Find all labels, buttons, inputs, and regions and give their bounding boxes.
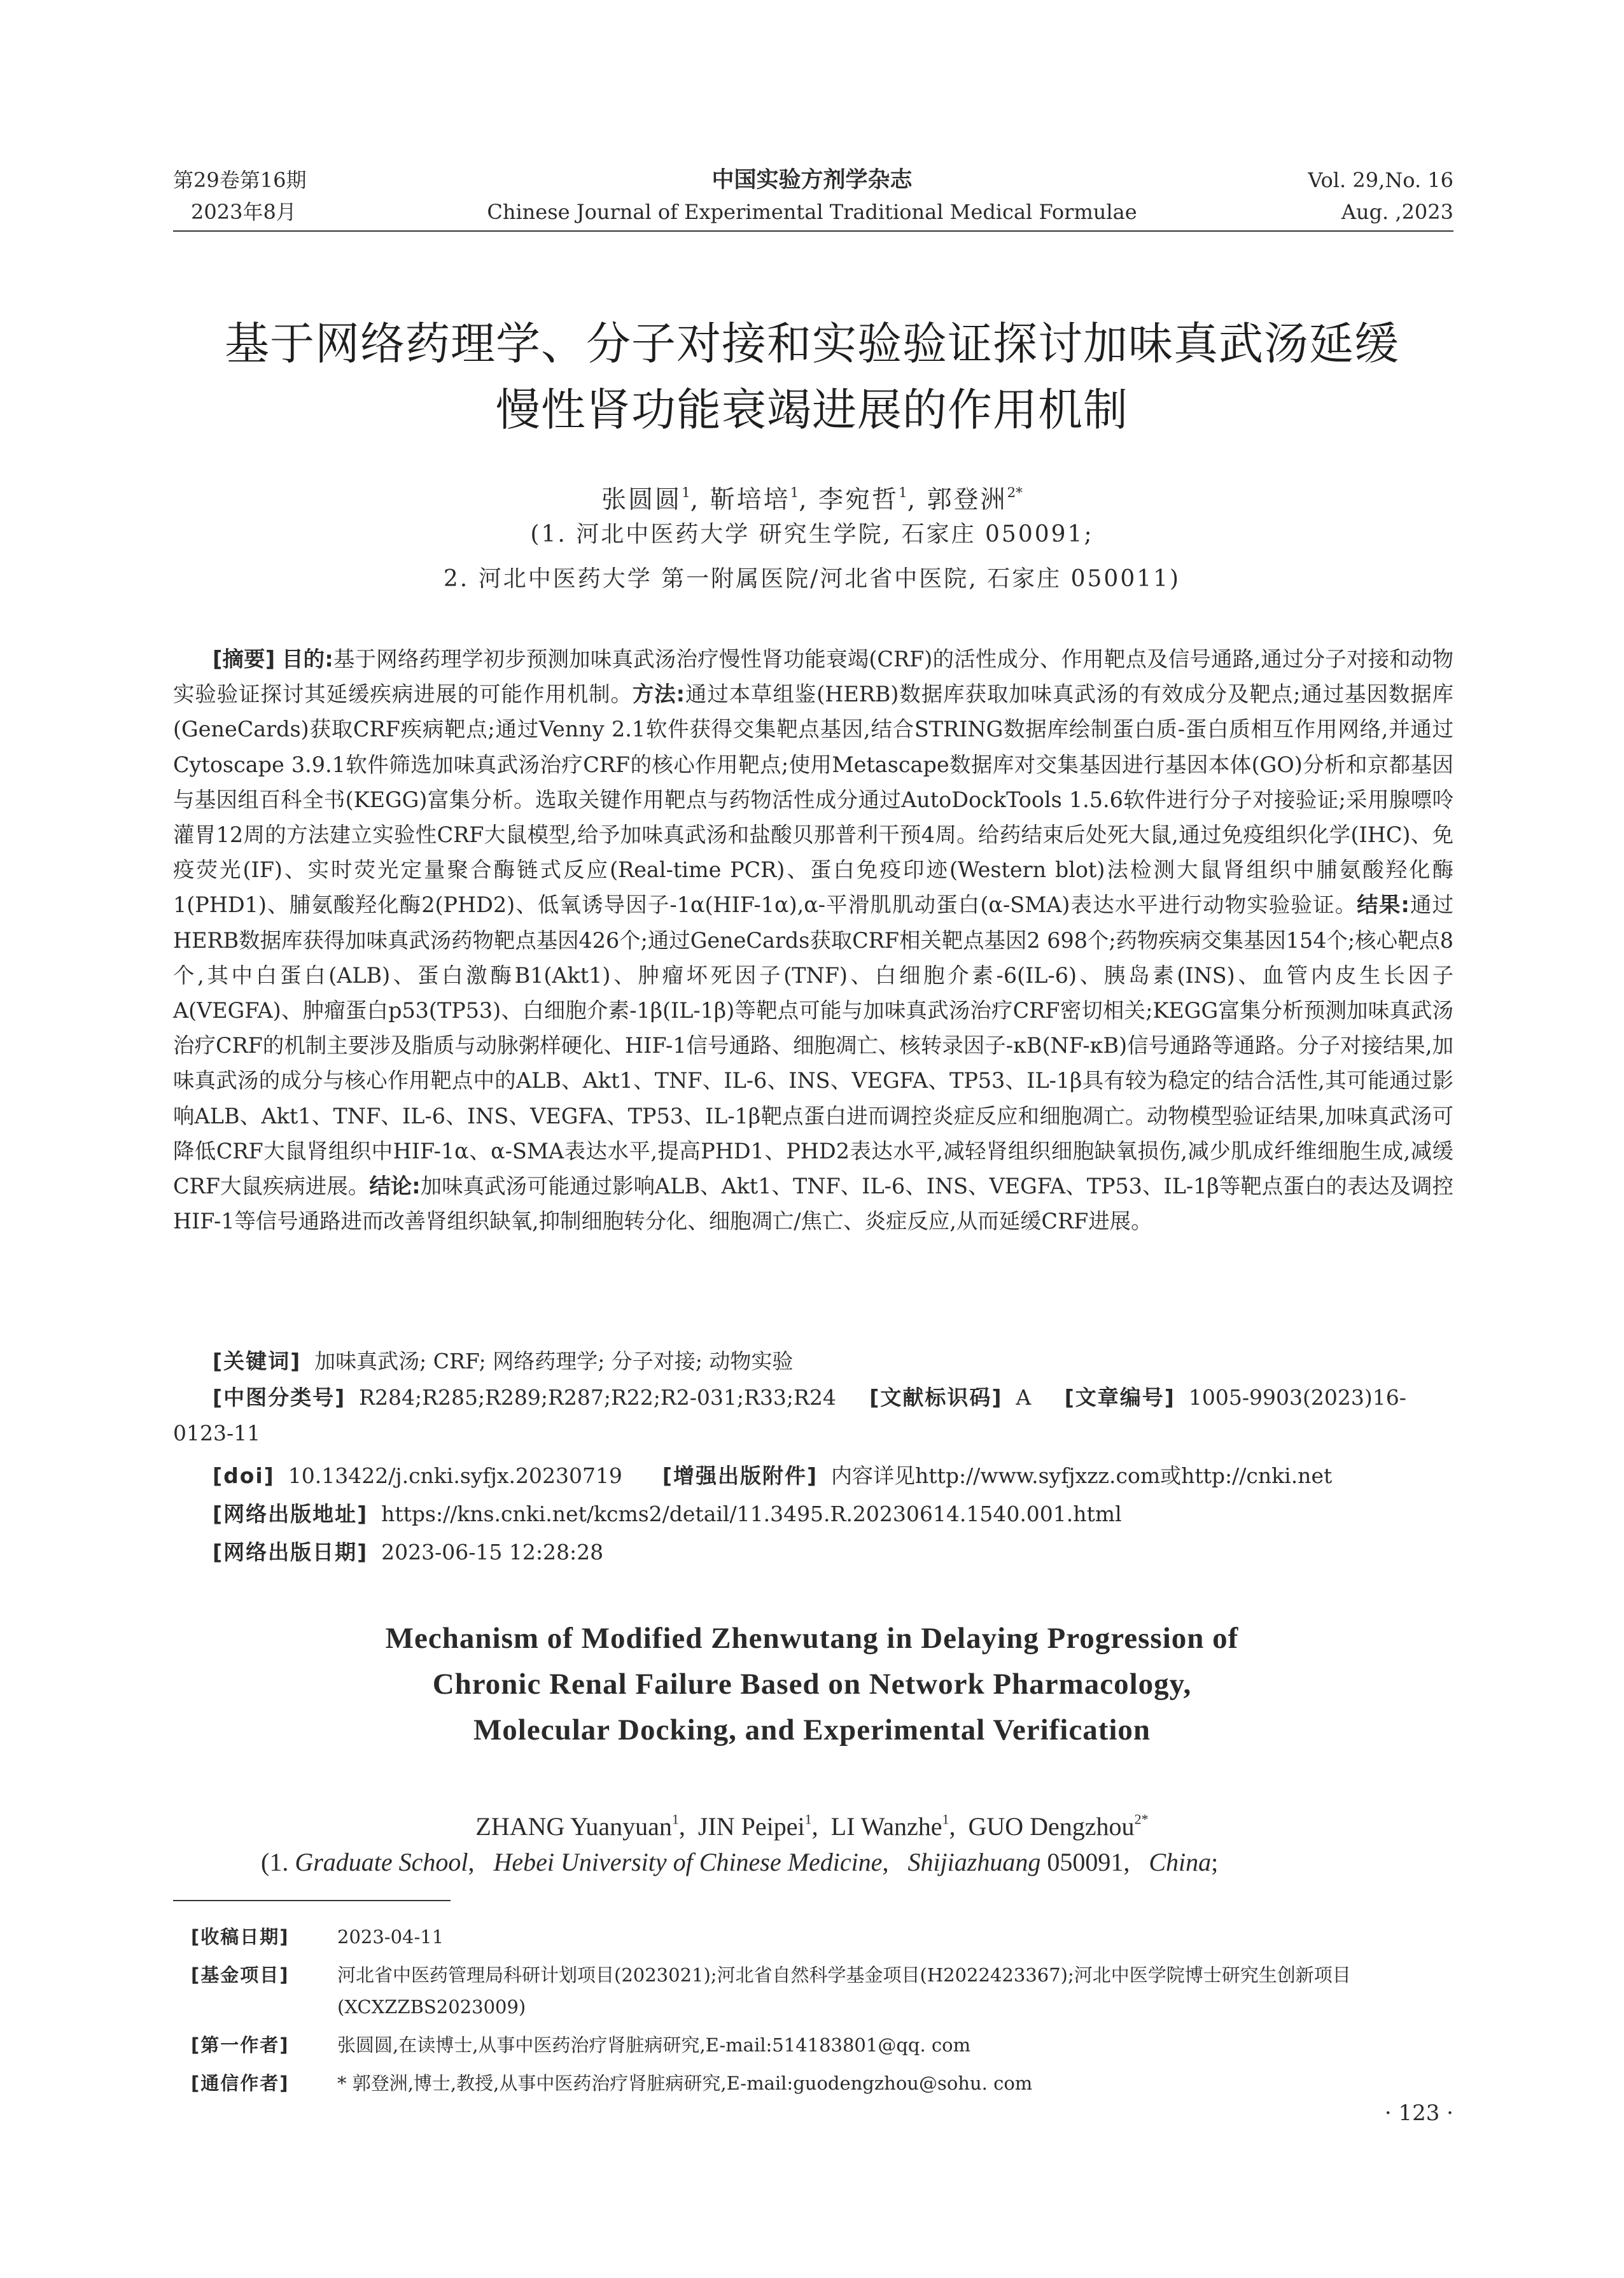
keywords-text: 加味真武汤; CRF; 网络药理学; 分子对接; 动物实验 (314, 1349, 794, 1374)
received-label: [收稿日期] (191, 1926, 290, 1948)
title-cn-line2: 慢性肾功能衰竭进展的作用机制 (496, 384, 1128, 436)
online-date-line (173, 1534, 1453, 1571)
online-url-line (173, 1496, 1453, 1533)
doi-label: [doi] (213, 1463, 275, 1488)
corresponding-text: * 郭登洲,博士,教授,从事中医药治疗肾脏病研究,E-mail:guodengzhou@sohu. com (337, 2072, 1033, 2094)
doi-link[interactable]: 10.13422/j.cnki.syfjx.20230719 (288, 1463, 622, 1488)
enhanced-link[interactable]: 内容详见http://www.syfjxzz.com或http://cnki.net (831, 1463, 1333, 1488)
online-date-value: 2023-06-15 12:28:28 (381, 1540, 604, 1564)
corresponding-label: [通信作者] (191, 2072, 290, 2094)
author-en: LI Wanzhe$^1$ (830, 1811, 949, 1841)
title-cn-line1: 基于网络药理学、分子对接和实验验证探讨加味真武汤延缓 (225, 318, 1399, 370)
footnote-funding (191, 1959, 1457, 2023)
methods-text: 通过本草组鉴(HERB)数据库获取加味真武汤的有效成分及靶点;通过基因数据库(GeneCards)获取CRF疾病靶点;通过Venny 2.1软件获得交集靶点基因,结合STRING数据库绘制蛋白质-蛋白质相互作用网络,并通过Cytoscape 3.9.1软件筛选加味真武汤治疗CRF的核心作用靶点;使用Metascape数据库对交集基因进行基因本体(GO)分析和京都基因与基因组百科全书(KEGG)富集分析。选取关键作用靶点与药物活性成分通过AutoDockTools 1.5.6软件进行分子对接验证;采用腺嘌呤灌胃12周的方法建立实验性CRF大鼠模型,给予加味真武汤和盐酸贝那普利干预4周。给药结束后处死大鼠,通过免疫组织化学(IHC)、免疫荧光(IF)、实时荧光定量聚合酶链式反应(Real-time PCR)、蛋白免疫印迹(Western blot)法检测大鼠肾组织中脯氨酸羟化酶1(PHD1)、脯氨酸羟化酶2(PHD2)、低氧诱导因子-1α(HIF-1α),α-平滑肌肌动蛋白(α-SMA)表达水平进行动物实验验证。 (173, 682, 1453, 918)
funding-text: 河北省中医药管理局科研计划项目(2023021);河北省自然科学基金项目(H2022423367);河北中医学院博士研究生创新项目(XCXZZBS2023009) (337, 1964, 1351, 2018)
affiliation-en: (1. Graduate School, Hebei University of Chinese Medicine, Shijiazhuang 050091, China; (261, 1848, 1219, 1876)
online-url-label: [网络出版地址] (213, 1501, 368, 1526)
footnote-received (191, 1921, 1457, 1953)
affiliation-cn-1: (1. 河北中医药大学 研究生学院, 石家庄 050091; (530, 521, 1094, 547)
author-cn: 郭登洲$^{2*}$ (927, 485, 1023, 515)
online-url-link[interactable]: https://kns.cnki.net/kcms2/detail/11.3495.R.20230614.1540.001.html (381, 1501, 1122, 1526)
header-divider (173, 230, 1453, 232)
objective-text: 基于网络药理学初步预测加味真武汤治疗慢性肾功能衰竭(CRF)的活性成分、作用靶点及信号通路,通过分子对接和动物实验验证探讨其延缓疾病进展的可能作用机制。 (173, 647, 1453, 707)
author-cn: 张圆圆$^1$ (601, 485, 690, 515)
author-list-cn: 张圆圆$^1$, 靳培培$^1$, 李宛哲$^1$, 郭登洲$^{2*}$ (601, 485, 1023, 515)
abstract-label: [摘要] (213, 647, 276, 671)
clc-value: R284;R285;R289;R287;R22;R2-031;R33;R24 (359, 1385, 836, 1410)
methods-label: 方法: (632, 682, 685, 707)
conclusion-text: 加味真武汤可能通过影响ALB、Akt1、TNF、IL-6、INS、VEGFA、TP53、IL-1β等靶点蛋白的表达及调控HIF-1等信号通路进而改善肾组织缺氧,抑制细胞转分化、细胞凋亡/焦亡、炎症反应,从而延缓CRF进展。 (173, 1174, 1453, 1234)
author-cn: 李宛哲$^1$ (818, 485, 907, 515)
title-en-line1: Mechanism of Modified Zhenwutang in Delaying Progression of (385, 1622, 1239, 1655)
doc-code-label: [文献标识码] (869, 1385, 1003, 1410)
enhanced-label: [增强出版附件] (662, 1463, 818, 1488)
footnote-divider (173, 1900, 451, 1901)
author-list-en: ZHANG Yuanyuan$^1$, JIN Peipei$^1$, LI Wanzhe$^1$, GUO Dengzhou$^{2*}$ (475, 1811, 1149, 1841)
doc-code-value: A (1016, 1385, 1032, 1410)
author-en: GUO Dengzhou$^{2*}$ (968, 1811, 1149, 1841)
keywords (173, 1343, 1453, 1380)
clc-label: [中图分类号] (213, 1385, 346, 1410)
date-en: Aug. ,2023 (1341, 200, 1453, 224)
article-no-label: [文章编号] (1064, 1385, 1175, 1410)
first-author-label: [第一作者] (191, 2034, 290, 2056)
article-title-cn (0, 311, 1624, 443)
author-cn: 靳培培$^1$ (710, 485, 799, 515)
received-date: 2023-04-11 (337, 1926, 444, 1948)
conclusion-label: 结论: (369, 1174, 421, 1199)
vol-no-en: Vol. 29,No. 16 (1308, 168, 1453, 192)
volume-issue: 第29卷第16期 (173, 168, 307, 192)
keywords-label: [关键词] (213, 1349, 302, 1374)
affiliation-cn-2: 2. 河北中医药大学 第一附属医院/河北省中医院, 石家庄 050011) (443, 566, 1181, 592)
abstract (173, 642, 1453, 1239)
page-number: · 123 · (1384, 2100, 1453, 2126)
journal-name-cn: 中国实验方剂学杂志 (711, 167, 913, 193)
doi-line (173, 1458, 1453, 1494)
objective-label: 目的: (282, 647, 333, 671)
first-author-text: 张圆圆,在读博士,从事中医药治疗肾脏病研究,E-mail:514183801@qq. com (337, 2034, 971, 2056)
author-en: JIN Peipei$^1$ (697, 1811, 812, 1841)
funding-label: [基金项目] (191, 1964, 290, 1986)
author-en: ZHANG Yuanyuan$^1$ (475, 1811, 679, 1841)
title-en-line3: Molecular Docking, and Experimental Verification (473, 1713, 1151, 1747)
online-date-label: [网络出版日期] (213, 1540, 368, 1564)
footnote-corresponding (191, 2067, 1457, 2099)
article-no-value: 1005-9903(2023)16-0123-11 (173, 1385, 1406, 1445)
results-label: 结果: (1357, 892, 1410, 918)
classification (173, 1380, 1453, 1451)
results-text: 通过HERB数据库获得加味真武汤药物靶点基因426个;通过GeneCards获取CRF相关靶点基因2 698个;药物疾病交集基因154个;核心靶点8个,其中白蛋白(ALB)、蛋白激酶B1(Akt1)、肿瘤坏死因子(TNF)、白细胞介素-6(IL-6)、胰岛素(INS)、血管内皮生长因子A(VEGFA)、肿瘤蛋白p53(TP53)、白细胞介素-1β(IL-1β)等靶点可能与加味真武汤治疗CRF密切相关;KEGG富集分析预测加味真武汤治疗CRF的机制主要涉及脂质与动脉粥样硬化、HIF-1信号通路、细胞凋亡、核转录因子-κB(NF-κB)信号通路等通路。分子对接结果,加味真武汤的成分与核心作用靶点中的ALB、Akt1、TNF、IL-6、INS、VEGFA、TP53、IL-1β具有较为稳定的结合活性,其可能通过影响ALB、Akt1、TNF、IL-6、INS、VEGFA、TP53、IL-1β靶点蛋白进而调控炎症反应和细胞凋亡。动物模型验证结果,加味真武汤可降低CRF大鼠肾组织中HIF-1α、α-SMA表达水平,提高PHD1、PHD2表达水平,减轻肾组织细胞缺氧损伤,减少肌成纤维细胞生成,减缓CRF大鼠疾病进展。 (173, 892, 1454, 1199)
journal-name-en: Chinese Journal of Experimental Traditional Medical Formulae (487, 200, 1137, 224)
issue-date: 2023年8月 (191, 200, 297, 224)
header-vol-en (1308, 164, 1453, 228)
article-title-en (0, 1615, 1624, 1753)
title-en-line2: Chronic Renal Failure Based on Network Pharmacology, (432, 1668, 1192, 1701)
footnote-first-author (191, 2029, 1457, 2061)
